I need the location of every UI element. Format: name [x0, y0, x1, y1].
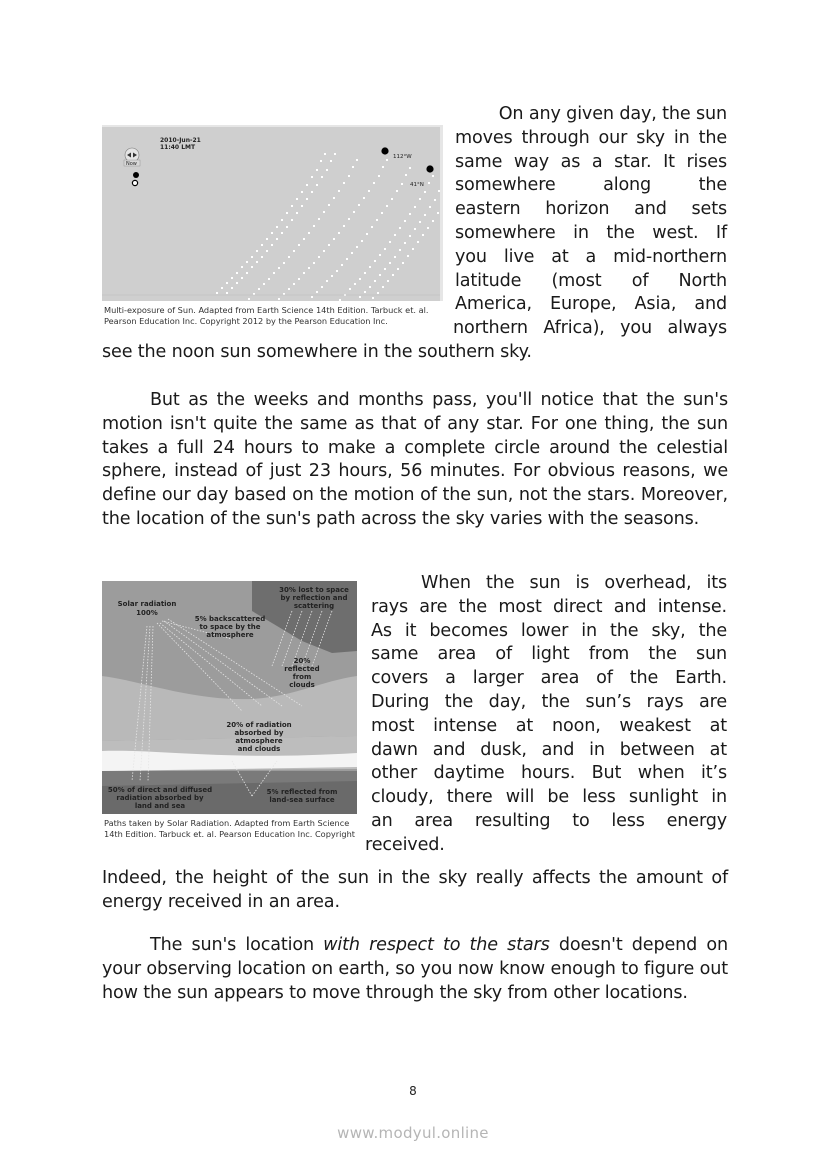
svg-text:Solar radiation: Solar radiation — [117, 600, 177, 608]
moon-marker-icon — [132, 180, 137, 185]
text-line: cloudy, there will be less sunlight in — [371, 787, 727, 808]
svg-text:reflected: reflected — [284, 665, 320, 673]
svg-text:absorbed by: absorbed by — [234, 729, 284, 737]
svg-text:20%: 20% — [293, 657, 311, 665]
text-line: somewhere along the — [455, 175, 727, 196]
paragraph-5: The sun's location with respect to the stars doesn't depend on your observing location on earth, so you now know enough to figure out how the sun appears to move through the sky from other locations. — [102, 935, 728, 1003]
paragraph-1 — [455, 103, 727, 341]
emphasis-text: with respect to the stars — [323, 935, 550, 955]
text-line: somewhere in the west. If — [455, 222, 727, 243]
text-line: received. — [365, 834, 445, 855]
planet-marker-icon — [426, 165, 433, 172]
svg-text:100%: 100% — [136, 609, 158, 617]
svg-text:land and sea: land and sea — [134, 802, 186, 810]
text-line: latitude (most of North — [455, 270, 727, 291]
svg-text:to space by the: to space by the — [199, 623, 261, 631]
svg-text:atmosphere: atmosphere — [206, 631, 254, 639]
text-line: dawn and dusk, and in between at — [371, 739, 727, 760]
svg-text:41°N: 41°N — [410, 182, 424, 188]
svg-text:11:40 LMT: 11:40 LMT — [160, 144, 196, 151]
text-line: an area resulting to less energy — [371, 810, 727, 831]
svg-text:50% of direct and diffused: 50% of direct and diffused — [107, 786, 213, 794]
svg-text:112°W: 112°W — [393, 154, 412, 160]
svg-text:5% backscattered: 5% backscattered — [194, 615, 266, 623]
sun-path-dots — [216, 153, 440, 301]
figure2-caption: Paths taken by Solar Radiation. Adapted from Earth Science 14th Edition. Tarbuck et. al. Pearson Education Inc. Copyright — [104, 818, 355, 839]
text-line: same area of light from the sun — [371, 644, 727, 665]
text-line: northern Africa), you always — [453, 318, 727, 339]
text-line: most intense at noon, weakest at — [371, 715, 727, 736]
text-line: During the day, the sun’s rays are — [371, 691, 727, 712]
text-line: As it becomes lower in the sky, the — [371, 620, 727, 641]
text-line: America, Europe, Asia, and — [455, 294, 727, 315]
paragraph-1-continued: see the noon sun somewhere in the southern sky. — [102, 342, 532, 362]
paragraph-4: Indeed, the height of the sun in the sky really affects the amount of energy received in an area. — [102, 868, 728, 912]
text-line: When the sun is overhead, its — [421, 573, 727, 593]
solar-radiation-figure — [102, 581, 357, 814]
svg-text:radiation absorbed by: radiation absorbed by — [116, 794, 204, 802]
figure1-caption: Multi-exposure of Sun. Adapted from Earth Science 14th Edition. Tarbuck et. al. Pearson Education Inc. Copyright 2012 by the Pearson Education Inc. — [104, 305, 429, 326]
svg-text:atmosphere: atmosphere — [235, 737, 283, 745]
svg-text:clouds: clouds — [289, 681, 315, 689]
text-line: you live at a mid-northern — [455, 246, 727, 267]
text-line: moves through our sky in the — [455, 127, 727, 148]
text-line: other daytime hours. But when it’s — [371, 763, 727, 784]
page-number: 8 — [409, 1084, 417, 1098]
watermark: www.modyul.online — [337, 1124, 489, 1142]
text-line: covers a larger area of the Earth. — [371, 668, 727, 689]
svg-text:scattering: scattering — [293, 602, 335, 610]
svg-text:20% of radiation: 20% of radiation — [226, 721, 292, 729]
sun-multi-exposure-figure — [102, 125, 443, 301]
svg-text:by reflection and: by reflection and — [280, 594, 348, 602]
svg-text:land-sea surface: land-sea surface — [269, 796, 335, 804]
solar-radiation-diagram — [102, 581, 357, 814]
text-line: rays are the most direct and intense. — [371, 596, 727, 617]
sun-path-diagram — [102, 127, 440, 301]
svg-text:5% reflected from: 5% reflected from — [266, 788, 338, 796]
svg-text:30% lost to space: 30% lost to space — [279, 586, 349, 594]
svg-text:Now: Now — [126, 161, 137, 167]
sun-marker-icon — [133, 172, 139, 178]
text-line: eastern horizon and sets — [455, 199, 727, 220]
svg-text:from: from — [292, 673, 312, 681]
text-line: On any given day, the sun — [498, 104, 727, 124]
planet-marker-icon — [381, 147, 388, 154]
svg-text:2010-Jun-21: 2010-Jun-21 — [160, 137, 201, 144]
paragraph-3 — [365, 572, 727, 858]
svg-text:and clouds: and clouds — [237, 745, 281, 753]
paragraph-2: But as the weeks and months pass, you'll notice that the sun's motion isn't quite the same as that of any star. For one thing, the sun takes a full 24 hours to make a complete circle around the celestial sphere, instead of just 23 hours, 56 minutes. For obvious reasons, we define our day based on the motion of the sun, not the stars. Moreover, the location of the sun's path across the sky varies with the seasons. — [102, 390, 728, 529]
text-line: same way as a star. It rises — [455, 151, 727, 172]
